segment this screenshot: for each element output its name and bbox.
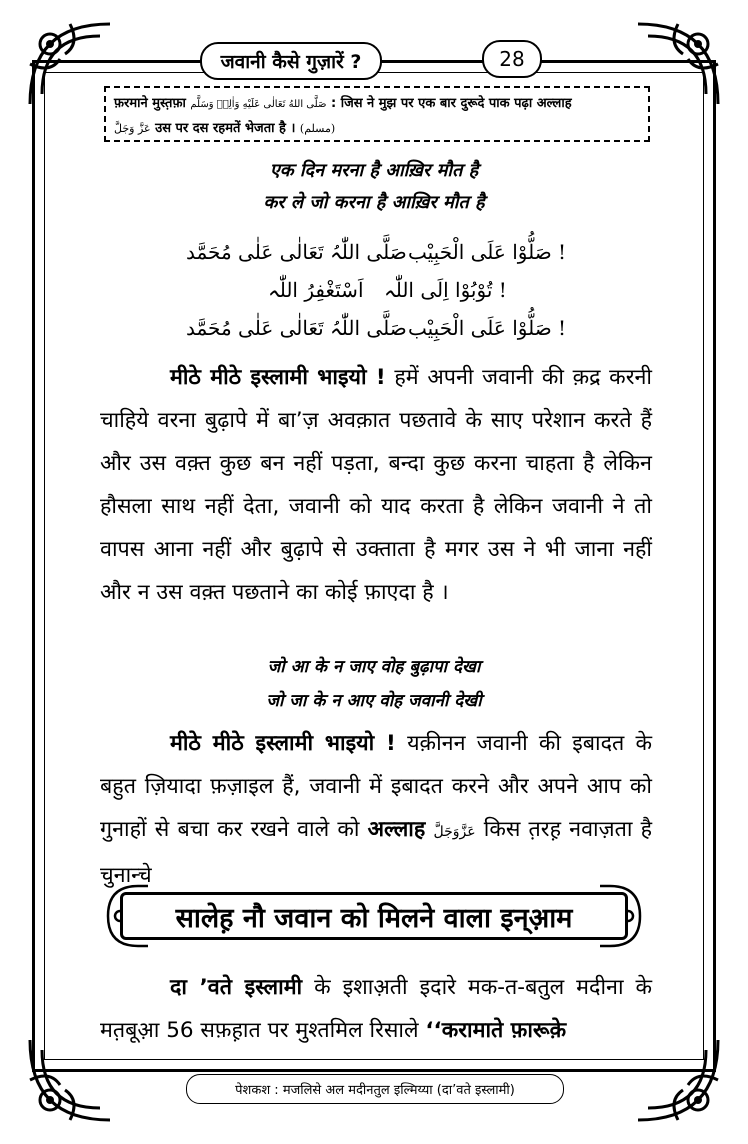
dua-salla: صَلَّی اللّٰہُ تَعَالٰی عَلٰی مُحَمَّد bbox=[186, 316, 407, 340]
notice-label: फ़रमाने मुस्त़फ़ा bbox=[114, 96, 186, 111]
notice-arabic-salutation: صَلَّى اللهُ تَعَالٰى عَلَيْهِ وَاٰلِهٖ وَسَلَّم bbox=[190, 99, 327, 110]
allah-word: अल्लाह bbox=[367, 817, 426, 842]
paragraph-1-bold: मीठे मीठे इस्लामी भाइयो ! bbox=[170, 365, 386, 390]
paragraph-2-text-end: किस त़रह़ नवाज़ता है चुनान्चे bbox=[100, 817, 652, 888]
paragraph-3-bold-end: ‘‘करामाते फ़ारूक़े bbox=[425, 1018, 567, 1043]
page-number: 28 bbox=[482, 40, 542, 78]
paragraph-1-text: हमें अपनी जवानी की क़द्र करनी चाहिये वरना बुढ़ापे में बा’ज़ अवक़ात पछतावे के साए परेशान करते हैं और उस वक़्त कुछ बन नहीं पड़ता, बन्दा कुछ करना चाहता है लेकिन हौसला साथ नहीं देता, जवानी को याद करता है लेकिन जवानी ने तो वापस आना नहीं और बुढ़ापे से उक्ताता है मगर उस ने भी जाना नहीं और न उस वक़्त पछताने का कोई फ़ाएदा है । bbox=[100, 365, 652, 605]
couplet-line: कर ले जो करना है आख़िर मौत है bbox=[263, 192, 485, 213]
couplet-line: एक दिन मरना है आख़िर मौत है bbox=[269, 160, 479, 181]
paragraph-2 bbox=[100, 722, 652, 897]
paragraph-3 bbox=[100, 966, 652, 1052]
notice-text-2: उस पर दस रहमतें भेजता है । bbox=[155, 121, 296, 136]
dua-sallu: صَلُّوْا عَلَی الْحَبِیْب ! bbox=[408, 240, 567, 264]
couplet-line: जो आ के न जाए वोह बुढ़ापा देखा bbox=[267, 657, 481, 677]
paragraph-1 bbox=[100, 356, 652, 614]
paragraph-2-text: यक़ीनन जवानी की इबादत के बहुत ज़ियादा फ़ज़ाइल हैं, जवानी में इबादत करने और अपने आप को गुनाहों से बचा कर रखने वाले को bbox=[100, 731, 652, 842]
paragraph-3-text: के इशाअ़ती इदारे मक-त-बतुल मदीना के मत़बूआ़ 56 सफ़ह़ात पर मुश्तमिल रिसाले bbox=[100, 975, 653, 1043]
dua-salla: صَلَّی اللّٰہُ تَعَالٰی عَلٰی مُحَمَّد bbox=[186, 240, 407, 264]
publisher-footer: पेशकश : मजलिसे अल मदीनतुल इल्मिय्या (दा’वते इस्लामी) bbox=[186, 1074, 564, 1104]
paragraph-2-bold: मीठे मीठे इस्लामी भाइयो ! bbox=[170, 731, 396, 756]
section-heading: सालेह़ नौ जवान को मिलने वाला इन्आ़म bbox=[120, 892, 628, 940]
paragraph-3-bold-start: दा ’वते इस्लामी bbox=[170, 975, 303, 1000]
paragraph-2-arabic: عَزَّوَجَلَّ bbox=[433, 824, 476, 840]
dua-astaghfir: اَسْتَغْفِرُ اللّٰہ bbox=[268, 278, 364, 302]
book-title: जवानी कैसे गुज़ारें ? bbox=[200, 42, 382, 80]
couplet-line: जो जा के न आए वोह जवानी देखी bbox=[266, 691, 482, 711]
notice-source: (مسلم) bbox=[299, 122, 336, 135]
dua-tubu: تُوْبُوْا اِلَی اللّٰہ ! bbox=[384, 278, 507, 302]
notice-text-1: : जिस ने मुझ पर एक बार दुरूदे पाक पढ़ा अल्लाह bbox=[330, 96, 572, 111]
hadith-notice bbox=[104, 86, 650, 142]
dua-sallu: صَلُّوْا عَلَی الْحَبِیْب ! bbox=[408, 316, 567, 340]
notice-arabic-azza: عَزَّ وَجَلَّ bbox=[114, 122, 151, 135]
